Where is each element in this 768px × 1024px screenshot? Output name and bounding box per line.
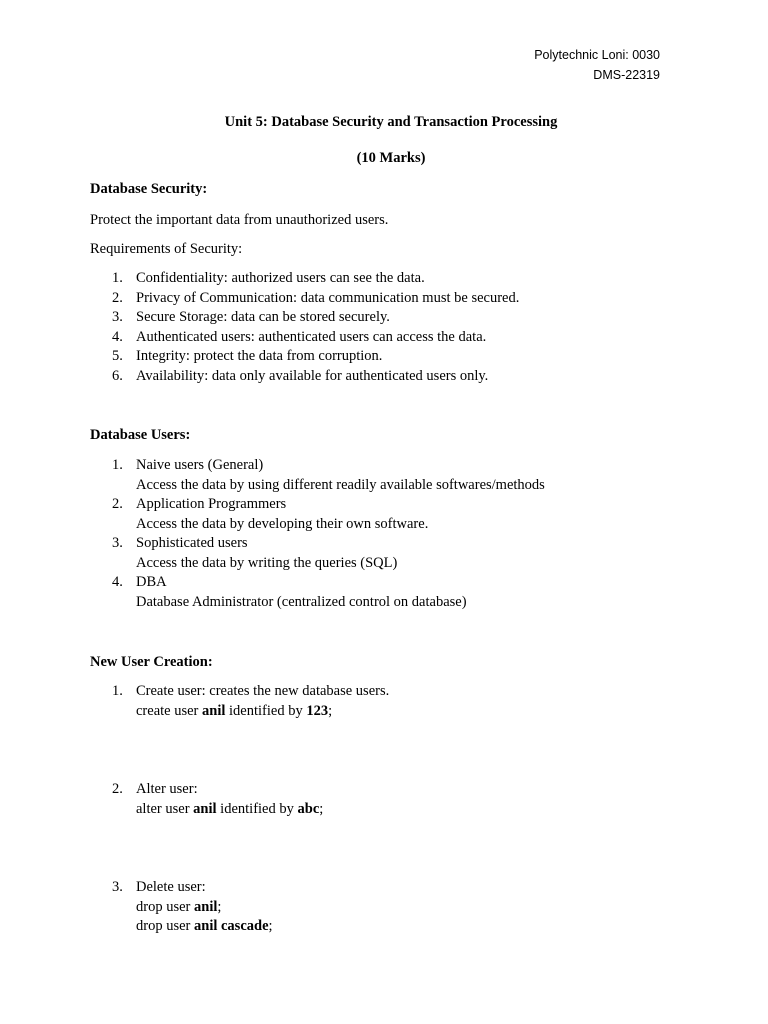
database-users-list (90, 456, 545, 612)
list-item: 3. Secure Storage: data can be stored securely. (112, 309, 390, 325)
list-item: 1. Confidentiality: authorized users can see the data. (112, 270, 425, 286)
list-item: 2. Privacy of Communication: data communication must be secured. (112, 289, 520, 306)
alter-user-item: 2. Alter user: alter user anil identified by abc; (90, 780, 768, 819)
delete-user-item: 3. Delete user: drop user anil; drop user anil cascade; (90, 878, 768, 937)
security-intro: Protect the important data from unauthorized users. (90, 212, 389, 228)
create-user-command: create user anil identified by 123; (136, 702, 333, 719)
creation-heading: New User Creation: (90, 654, 213, 670)
document-title: Unit 5: Database Security and Transaction Processing (224, 114, 558, 130)
list-item: 4. Authenticated users: authenticated users can access the data. (112, 328, 487, 345)
drop-user-cascade-command: drop user anil cascade; (136, 918, 273, 934)
list-item: 2. Application Programmers Access the data by developing their own software. (112, 496, 429, 532)
create-user-item: 1. Create user: creates the new database users. create user anil identified by 123; (90, 682, 768, 721)
alter-user-command: alter user anil identified by abc; (136, 800, 324, 817)
users-heading: Database Users: (90, 427, 191, 443)
requirements-label: Requirements of Security: (90, 241, 243, 257)
security-requirements-list (90, 269, 519, 386)
list-item: 5. Integrity: protect the data from corruption. (112, 348, 383, 364)
list-item: 6. Availability: data only available for authenticated users only. (112, 367, 489, 384)
list-item: 4. DBA Database Administrator (centralized control on database) (112, 574, 467, 610)
security-heading: Database Security: (90, 181, 208, 197)
marks-label: (10 Marks) (356, 150, 426, 166)
page-header (534, 45, 660, 85)
list-item: 1. Naive users (General) Access the data by using different readily available softwares/methods (112, 457, 545, 493)
header-institute: Polytechnic Loni: 0030 (534, 48, 660, 62)
header-course-code: DMS-22319 (593, 68, 660, 82)
list-item: 3. Sophisticated users Access the data by writing the queries (SQL) (112, 535, 398, 571)
drop-user-command: drop user anil; (136, 898, 222, 915)
